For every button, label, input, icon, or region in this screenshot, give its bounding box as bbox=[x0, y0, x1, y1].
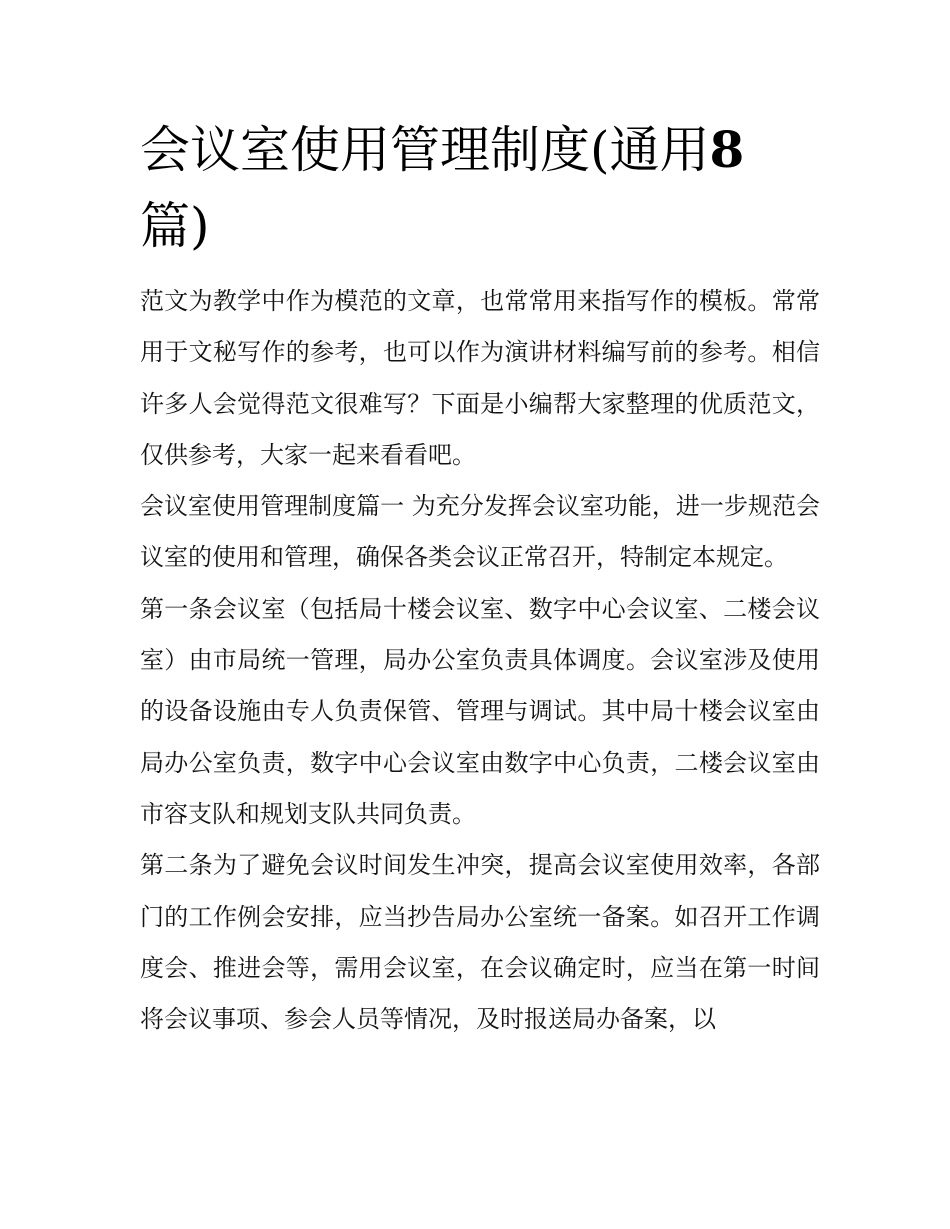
article-two-paragraph: 第二条为了避免会议时间发生冲突，提高会议室使用效率，各部门的工作例会安排，应当抄告局办公室统一备案。如召开工作调度会、推进会等，需用会议室，在会议确定时，应当在第一时间将会议事项、参会人员等情况，及时报送局办备案，以 bbox=[140, 851, 820, 1034]
section-one-paragraph: 会议室使用管理制度篇一 为充分发挥会议室功能，进一步规范会议室的使用和管理，确保各类会议正常召开，特制定本规定。 bbox=[140, 492, 820, 572]
intro-paragraph: 范文为教学中作为模范的文章，也常常用来指写作的模板。常常用于文秘写作的参考，也可以作为演讲材料编写前的参考。相信许多人会觉得范文很难写？下面是小编帮大家整理的优质范文，仅供参考，大家一起来看看吧。 bbox=[140, 287, 820, 469]
document-title bbox=[140, 112, 820, 264]
document-body bbox=[140, 276, 820, 1045]
title-number: 8 bbox=[709, 120, 745, 179]
title-tail: 篇) bbox=[140, 197, 210, 255]
article-one-paragraph: 第一条会议室（包括局十楼会议室、数字中心会议室、二楼会议室）由市局统一管理，局办公室负责具体调度。会议室涉及使用的设备设施由专人负责保管、管理与调试。其中局十楼会议室由局办公室负责，数字中心会议室由数字中心负责，二楼会议室由市容支队和规划支队共同负责。 bbox=[140, 594, 820, 828]
title-main: 会议室使用管理制度(通用 bbox=[140, 121, 710, 179]
